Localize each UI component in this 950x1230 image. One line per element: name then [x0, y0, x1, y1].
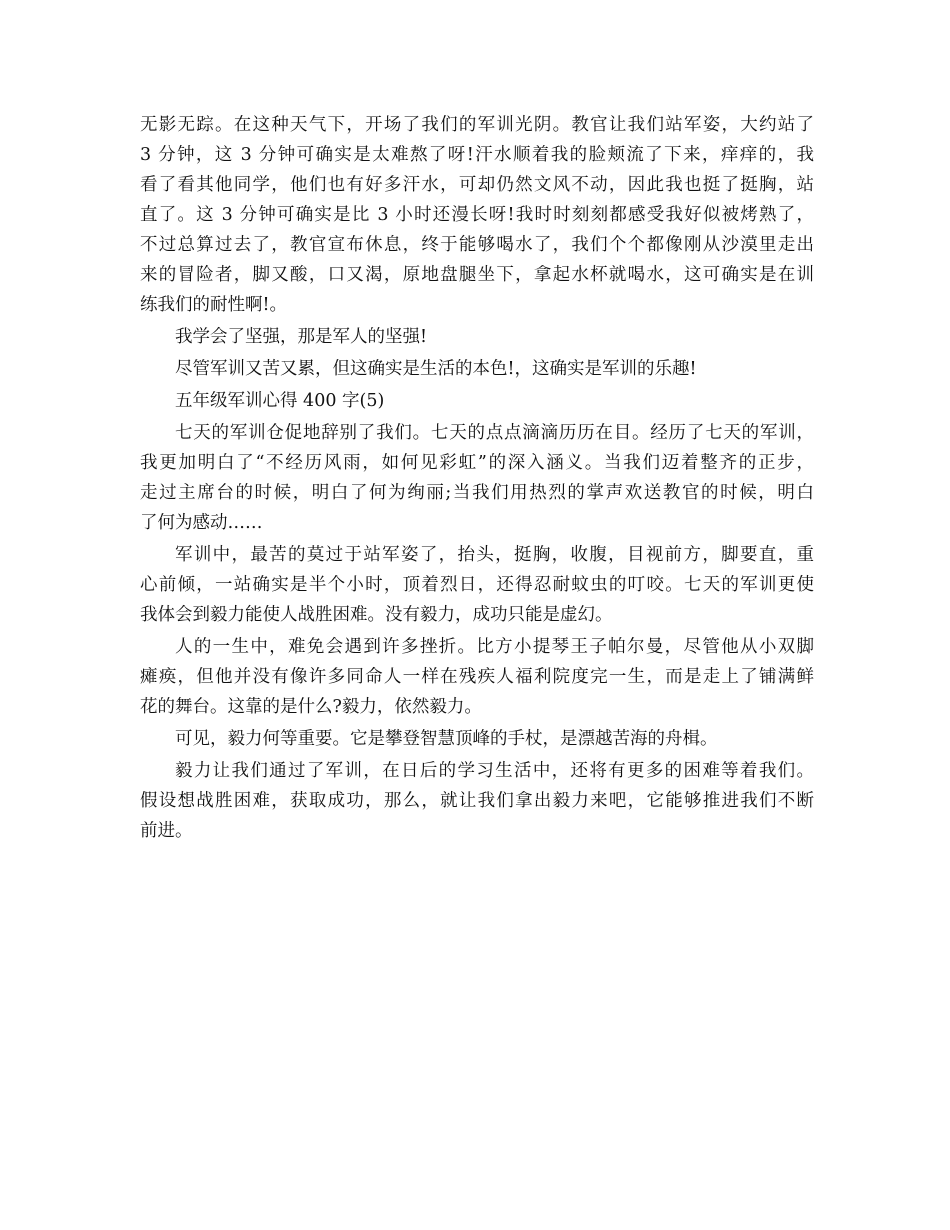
text-line: 尽管军训又苦又累，但这确实是生活的本色!，这确实是军训的乐趣!: [175, 359, 697, 379]
text-line: 花的舞台。这靠的是什么?毅力，依然毅力。: [140, 697, 482, 717]
text-line: 瘫痪，但他并没有像许多同命人一样在残疾人福利院度完一生，而是走上了铺满鲜: [140, 667, 814, 687]
text-line: 了何为感动……: [140, 513, 263, 533]
text-line: 心前倾，一站确实是半个小时，顶着烈日，还得忍耐蚊虫的叮咬。七天的军训更使: [140, 575, 814, 595]
text-line: 来的冒险者，脚又酸，口又渴，原地盘腿坐下，拿起水杯就喝水，这可确实是在训: [140, 265, 814, 285]
paragraph: [140, 724, 814, 754]
text-line: 前进。: [140, 821, 193, 841]
text-line: 军训中，最苦的莫过于站军姿了，抬头，挺胸，收腹，目视前方，脚要直，重: [175, 545, 814, 565]
paragraph: [140, 540, 814, 630]
text-line: 我体会到毅力能使人战胜困难。没有毅力，成功只能是虚幻。: [140, 605, 613, 625]
document-body: [140, 110, 814, 848]
paragraph: [140, 418, 814, 538]
text-line: 直了。这 3 分钟可确实是比 3 小时还漫长呀!我时时刻刻都感受我好似被烤熟了，: [140, 205, 814, 225]
text-line: 练我们的耐性啊!。: [140, 295, 288, 315]
text-line: 毅力让我们通过了军训，在日后的学习生活中，还将有更多的困难等着我们。: [175, 761, 814, 781]
text-line: 五年级军训心得 400 字(5): [175, 391, 385, 411]
text-line: 假设想战胜困难，获取成功，那么，就让我们拿出毅力来吧，它能够推进我们不断: [140, 791, 814, 811]
text-line: 看了看其他同学，他们也有好多汗水，可却仍然文风不动，因此我也挺了挺胸，站: [140, 175, 814, 195]
paragraph: [140, 756, 814, 846]
text-line: 可见，毅力何等重要。它是攀登智慧顶峰的手杖，是漂越苦海的舟楫。: [175, 729, 718, 749]
text-line: 七天的军训仓促地辞别了我们。七天的点点滴滴历历在目。经历了七天的军训，: [175, 423, 814, 443]
text-line: 走过主席台的时候，明白了何为绚丽;当我们用热烈的掌声欢送教官的时候，明白: [140, 483, 814, 503]
paragraph: [140, 110, 814, 320]
text-line: 我学会了坚强，那是军人的坚强!: [175, 327, 428, 347]
text-line: 不过总算过去了，教官宣布休息，终于能够喝水了，我们个个都像刚从沙漠里走出: [140, 235, 814, 255]
text-line: 无影无踪。在这种天气下，开场了我们的军训光阴。教官让我们站军姿，大约站了: [140, 115, 814, 135]
paragraph: [140, 632, 814, 722]
paragraph: [140, 354, 814, 384]
paragraph: [140, 322, 814, 352]
text-line: 人的一生中，难免会遇到许多挫折。比方小提琴王子帕尔曼，尽管他从小双脚: [175, 637, 814, 657]
section-heading: [140, 386, 814, 416]
text-line: 3 分钟，这 3 分钟可确实是太难熬了呀!汗水顺着我的脸颊流了下来，痒痒的，我: [140, 145, 814, 165]
text-line: 我更加明白了“不经历风雨，如何见彩虹”的深入涵义。当我们迈着整齐的正步，: [140, 453, 814, 473]
